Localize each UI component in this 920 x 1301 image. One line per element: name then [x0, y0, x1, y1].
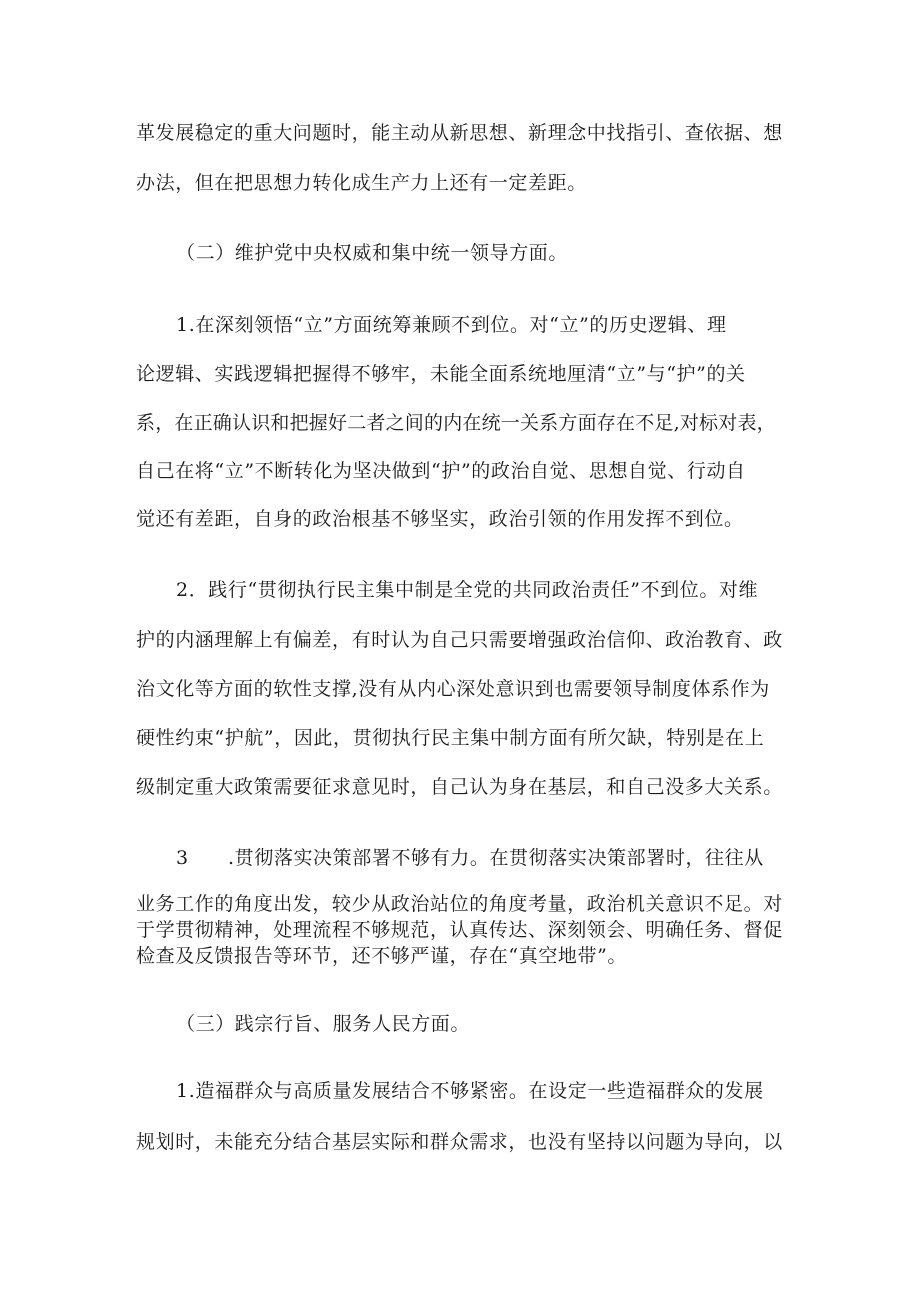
paragraph-line: 1.在深刻领悟“立”方面统筹兼顾不到位。对“立”的历史逻辑、理 [176, 314, 727, 336]
paragraph-line: 办法，但在把思想力转化成生产力上还有一定差距。 [136, 172, 587, 194]
paragraph-line: 自己在将“立”不断转化为坚决做到“护”的政治自觉、思想自觉、行动自 [136, 460, 746, 482]
paragraph-line: 硬性约束“护航”，因此，贯彻执行民主集中制方面有所欠缺，特别是在上 [136, 727, 765, 749]
paragraph-line: 级制定重大政策需要征求意见时，自己认为身在基层，和自己没多大关系。 [136, 776, 783, 798]
paragraph-line: 检查及反馈报告等环节，还不够严谨，存在“真空地带”。 [136, 945, 628, 967]
section-heading: （二）维护党中央权威和集中统一领导方面。 [176, 242, 569, 264]
paragraph-line: 1.造福群众与高质量发展结合不够紧密。在设定一些造福群众的发展 [176, 1080, 764, 1102]
list-number: 3 [176, 847, 189, 869]
paragraph-line: 于学贯彻精神，处理流程不够规范，认真传达、深刻领会、明确任务、督促 [136, 919, 783, 941]
paragraph-line: 系，在正确认识和把握好二者之间的内在统一关系方面存在不足,对标对表， [136, 412, 776, 434]
paragraph-line: .贯彻落实决策部署不够有力。在贯彻落实决策部署时，往往从 [228, 847, 764, 869]
paragraph-line: 革发展稳定的重大问题时，能主动从新思想、新理念中找指引、查依据、想 [136, 122, 783, 144]
section-heading: （三）践宗行旨、服务人民方面。 [176, 1013, 471, 1035]
paragraph-line: 护的内涵理解上有偏差，有时认为自己只需要增强政治信仰、政治教育、政 [136, 629, 783, 651]
paragraph-line: 规划时，未能充分结合基层实际和群众需求，也没有坚持以问题为导向，以 [136, 1131, 783, 1153]
paragraph-line: 治文化等方面的软性支撑,没有从内心深处意识到也需要领导制度体系作为 [136, 678, 770, 700]
paragraph-line: 2．践行“贯彻执行民主集中制是全党的共同政治责任”不到位。对维 [176, 579, 759, 601]
paragraph-line: 论逻辑、实践逻辑把握得不够牢，未能全面系统地厘清“立”与“护”的关 [136, 363, 746, 385]
paragraph-line: 业务工作的角度出发，较少从政治站位的角度考量，政治机关意识不足。对 [136, 893, 783, 915]
paragraph-line: 觉还有差距，自身的政治根基不够坚实，政治引领的作用发挥不到位。 [136, 508, 744, 530]
